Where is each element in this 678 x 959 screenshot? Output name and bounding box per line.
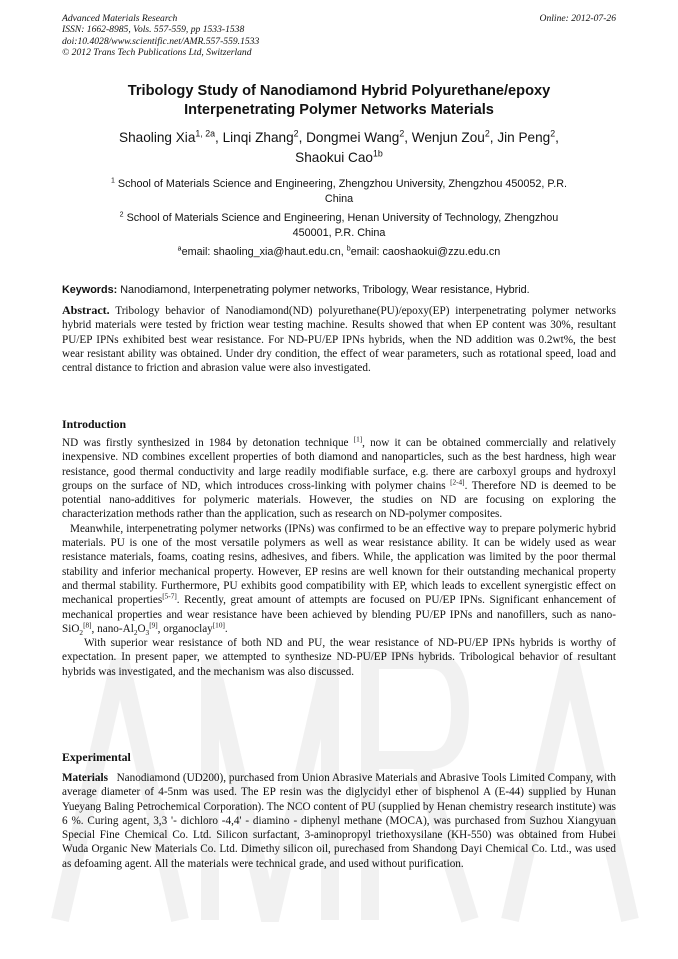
materials-paragraph	[62, 771, 619, 871]
author-name: , Jin Peng	[489, 130, 551, 145]
affiliation-text: China	[324, 192, 354, 205]
citation[interactable]: [1]	[353, 435, 363, 444]
paper-title	[62, 82, 616, 120]
issn-line: ISSN: 1662-8985, Vols. 557-559, pp 1533-1538	[62, 24, 245, 36]
citation[interactable]: [9]	[149, 621, 158, 630]
citation[interactable]: [5-7]	[162, 592, 177, 601]
intro-text: , organoclay	[157, 622, 213, 635]
citation[interactable]: [10]	[212, 621, 225, 630]
title-line-2: Interpenetrating Polymer Networks Materials	[184, 102, 494, 118]
email-line	[62, 245, 616, 260]
citation[interactable]: [8]	[83, 621, 92, 630]
introduction-heading: Introduction	[62, 417, 127, 431]
introduction-body	[62, 436, 616, 679]
affiliation-text: School of Materials Science and Engineering, Zhengzhou University, Zhengzhou 450052, P.R.	[117, 178, 568, 190]
copyright-line: © 2012 Trans Tech Publications Ltd, Switzerland	[62, 47, 252, 59]
intro-text: , now it can be obtained commercially and relatively inexpensive. ND combines excellent properties of both diamond and nanoparticles, such as the best hardness, high wear resistance, good thermal conductivity and large readily modifiable surface, e.g. there are carboxyl groups and hydroxyl groups on the surface of ND, which introduces cross-linking with polymer chains	[62, 437, 616, 492]
keywords-label: Keywords:	[62, 284, 118, 296]
author-affiliation-mark: 2	[550, 128, 556, 139]
journal-name: Advanced Materials Research	[62, 13, 178, 24]
affiliation-text: School of Materials Science and Engineering, Henan University of Technology, Zhengzhou	[126, 212, 559, 224]
intro-paragraph-1	[62, 436, 616, 522]
experimental-heading: Experimental	[62, 750, 131, 764]
author-name: , Linqi Zhang	[215, 130, 294, 145]
affiliation-number: 2	[119, 211, 124, 219]
author-affiliation-mark: 1, 2a	[195, 128, 216, 139]
affiliation-2	[62, 211, 616, 240]
affiliation-number: 1	[110, 177, 115, 185]
doi-line[interactable]: doi:10.4028/www.scientific.net/AMR.557-559.1533	[62, 35, 260, 47]
author-separator: ,	[555, 130, 559, 145]
email-link[interactable]: email: caoshaokui@zzu.edu.cn	[350, 246, 501, 258]
email-link[interactable]: email: shaoling_xia@haut.edu.cn,	[181, 246, 347, 258]
intro-paragraph-3: With superior wear resistance of both ND and PU, the wear resistance of ND-PU/EP IPNs hybrids is worthy of expectation. In present paper, we attempted to synthesize ND-PU/EP IPNs hybrids. Tribological behavior of resultant hybrids was investigated, and the mechanism was also discussed.	[62, 637, 616, 678]
intro-text: .	[224, 622, 228, 635]
author-name: Shaokui Cao	[295, 150, 373, 165]
intro-text: O	[137, 622, 146, 635]
abstract-paragraph	[62, 303, 616, 375]
citation[interactable]: [2-4]	[450, 478, 465, 487]
author-affiliation-mark: 1b	[373, 148, 383, 159]
intro-text: . Recently, great amount of attempts are focused on PU/EP IPNs. Significant enhancement of mechanical properties and wear resistance have been achieved by blending PU/EP IPNs and nanofillers, such as nano-SiO	[62, 594, 617, 635]
subscript: 2	[133, 629, 138, 638]
subscript: 3	[145, 629, 150, 638]
email-mark: b	[346, 245, 351, 253]
affiliation-1	[62, 177, 616, 206]
subscript: 2	[79, 629, 84, 638]
author-affiliation-mark: 2	[293, 128, 299, 139]
intro-text: . Therefore ND is deemed to be potential nano-additives for polymeric materials. However, the studies on ND are focusing on exploring the characterization methods rather than the application, such as research on ND-polymer composites.	[62, 479, 617, 521]
email-mark: a	[177, 245, 182, 253]
author-name: , Dongmei Wang	[298, 130, 400, 145]
abstract-label: Abstract.	[62, 303, 110, 317]
keywords-text: Nanodiamond, Interpenetrating polymer networks, Tribology, Wear resistance, Hybrid.	[117, 284, 530, 296]
author-affiliation-mark: 2	[399, 128, 405, 139]
intro-text: Meanwhile, interpenetrating polymer networks (IPNs) was confirmed to be an effective way to prepare polymeric hybrid materials. PU is one of the most versatile polymers as well as wear resistance ability. It can be widely used as wear resistance materials, foams, coating resins, adhesives, and fibers. While, the application was limited by the poor thermal stability and inferior mechanical property. However, EP resins are well known for their outstanding mechanical property and thermal stability. Furthermore, PU exhibits good compatibility with EP, which leads to excellent synergistic effect on mechanical properties	[62, 522, 616, 607]
affiliation-text: 450001, P.R. China	[292, 226, 386, 239]
author-name: , Wenjun Zou	[404, 130, 485, 145]
intro-text: ND was firstly synthesized in 1984 by detonation technique	[62, 437, 354, 449]
materials-label: Materials	[62, 772, 108, 784]
title-line-1: Tribology Study of Nanodiamond Hybrid Polyurethane/epoxy	[127, 83, 551, 99]
keywords-line	[62, 284, 616, 296]
author-affiliation-mark: 2	[484, 128, 490, 139]
journal-header	[62, 13, 259, 59]
author-name: Shaoling Xia	[119, 130, 196, 145]
author-list	[62, 128, 616, 168]
online-date: Online: 2012-07-26	[539, 13, 616, 24]
abstract-text: Tribology behavior of Nanodiamond(ND) polyurethane(PU)/epoxy(EP) interpenetrating polymer networks hybrid materials were tested by friction wear testing machine. Results showed that when EP content was 30%, resultant PU/EP IPNs exhibited best wear resistance. For ND-PU/EP IPNs hybrids, when the ND addition was 0.2wt%, the best wear resistant ability was obtained. Under dry condition, the effect of wear parameters, such as rotational speed, load and central distance to friction and abrasion value were also investigated.	[62, 305, 616, 375]
materials-text: Nanodiamond (UD200), purchased from Union Abrasive Materials and Abrasive Tools Limited Company, with average diameter of 4-5nm was used. The EP resin was the diglycidyl ether of bisphenol A (E-44) supplied by Hunan Yueyang Baling Petrochemical Corporation). The NCO content of PU (supplied by Henan chemistry research institute) was 6 %. Curing agent, 3,3 '- dichloro -4,4' - diamino - diphenyl methane (MOCA), was purchased from Suzhou Xiangyuan Special Fine Chemical Co. Ltd. Silicon surfactant, 3-aminopropyl triethoxysilane (KH-550) was obtained from Hubei Wuda Organic New Materials Co. Ltd. Dimethy silicon oil, purechased from Shandong Dayi Chemical Co. Ltd., was used as defoaming agent. All the materials were technical grade, and used without purification.	[62, 772, 619, 870]
intro-paragraph-2	[62, 522, 616, 636]
intro-text: , nano-Al	[91, 622, 134, 635]
